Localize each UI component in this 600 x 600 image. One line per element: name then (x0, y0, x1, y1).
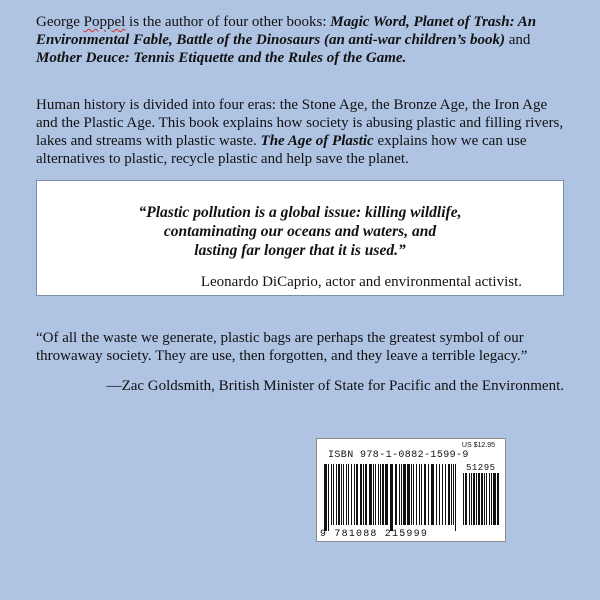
barcode-bar (486, 473, 487, 525)
barcode-bar (469, 473, 470, 525)
barcode-bar (360, 464, 362, 525)
barcode-bar (401, 464, 402, 525)
barcode-addon-bars (462, 473, 500, 531)
book-title: The Age of Plastic (260, 133, 374, 149)
barcode-bar (471, 473, 472, 525)
last-book-title: Mother Deuce: Tennis Etiquette and the Rules of the Game. (36, 50, 407, 66)
description-text-2: explains how we can use alternatives to plastic, recycle plastic and help save the planet. (36, 133, 527, 167)
barcode-bar (473, 473, 475, 525)
barcode-bar (341, 464, 342, 525)
ean-digits: 9 781088 215999 (320, 529, 429, 540)
barcode-bar (390, 464, 393, 531)
barcode-bar (403, 464, 406, 525)
barcode-bar (373, 464, 374, 525)
barcode-bar (484, 473, 485, 525)
about-author-and: and (504, 32, 531, 48)
barcode-bar (351, 464, 352, 525)
barcode-bar (346, 464, 347, 525)
barcode-bar (328, 464, 329, 531)
barcode-bar (382, 464, 384, 525)
barcode-bar (407, 464, 410, 525)
barcode-bar (369, 464, 372, 525)
barcode-bar (411, 464, 412, 525)
barcode-bar (493, 473, 496, 525)
barcode-bar (419, 464, 420, 525)
second-quote-text: “Of all the waste we generate, plastic bags are perhaps the greatest symbol of our throwaway society. They are use, then forgotten, and they leave a terrible legacy.” (36, 330, 528, 364)
barcode-bar (324, 464, 327, 531)
barcode-bar (424, 464, 426, 525)
barcode-bar (491, 473, 492, 525)
barcode-bar (442, 464, 443, 525)
featured-quote-line-3: lasting far longer that it is used.” (194, 242, 406, 259)
barcode-bar (453, 464, 454, 525)
about-author-mid: is the author of four other books: (125, 14, 331, 30)
featured-quote-text (37, 203, 563, 260)
barcode-bar (476, 473, 477, 525)
barcode-bar (380, 464, 381, 525)
barcode-addon-number: 51295 (466, 463, 496, 473)
author-surname: Poppel (83, 14, 126, 30)
barcode-bar (497, 473, 499, 525)
barcode-bar (413, 464, 414, 525)
barcode-bar (439, 464, 440, 525)
isbn-number: ISBN 978-1-0882-1599-9 (328, 450, 469, 461)
barcode-bar (378, 464, 379, 525)
featured-quote-line-2: contaminating our oceans and waters, and (163, 223, 437, 240)
about-author-paragraph (36, 13, 564, 67)
barcode-bar (385, 464, 388, 525)
featured-quote-line-1: “Plastic pollution is a global issue: killing wildlife, (138, 204, 462, 221)
about-author-intro: George (36, 14, 84, 30)
barcode-bar (428, 464, 429, 525)
barcode-bar (354, 464, 355, 525)
barcode-bar (478, 473, 480, 525)
barcode-bar (481, 473, 483, 525)
barcode-bar (333, 464, 334, 525)
barcode-bar (399, 464, 400, 525)
barcode-bar (365, 464, 367, 525)
book-description (36, 96, 564, 168)
price-label: US $12.95 (461, 442, 495, 449)
barcode-main-bars (323, 464, 458, 531)
barcode-bar (343, 464, 344, 525)
barcode-bar (348, 464, 349, 525)
featured-quote-box (36, 180, 564, 296)
barcode-bar (436, 464, 437, 525)
barcode-bar (416, 464, 417, 525)
description-text-1: Human history is divided into four eras: the Stone Age, the Bronze Age, the Iron Age and the Plastic Age. This book explains how society is abusing plastic and filling rivers, lakes and streams with plastic waste. (36, 97, 564, 149)
barcode-bar (363, 464, 364, 525)
barcode-bar (489, 473, 490, 525)
barcode-bar (465, 473, 467, 525)
barcode-bar (463, 473, 464, 525)
barcode-bar (356, 464, 358, 525)
barcode-bar (455, 464, 456, 531)
barcode-bar (445, 464, 446, 525)
barcode-bar (375, 464, 376, 525)
featured-quote-attribution: Leonardo DiCaprio, actor and environmental activist. (200, 274, 522, 290)
barcode-bar (395, 464, 397, 525)
barcode-bar (331, 464, 332, 525)
barcode-bar (338, 464, 340, 525)
barcode-bar (448, 464, 450, 525)
second-quote-attribution: —Zac Goldsmith, British Minister of State for Pacific and the Environment. (106, 378, 564, 394)
barcode-bar (431, 464, 434, 525)
other-books-list: Magic Word, Planet of Trash: An Environmental Fable, Battle of the Dinosaurs (an anti-war children’s book) (36, 14, 537, 48)
barcode-bar (421, 464, 422, 525)
barcode-bar (451, 464, 452, 525)
barcode-bar (336, 464, 337, 525)
isbn-barcode (316, 438, 506, 542)
